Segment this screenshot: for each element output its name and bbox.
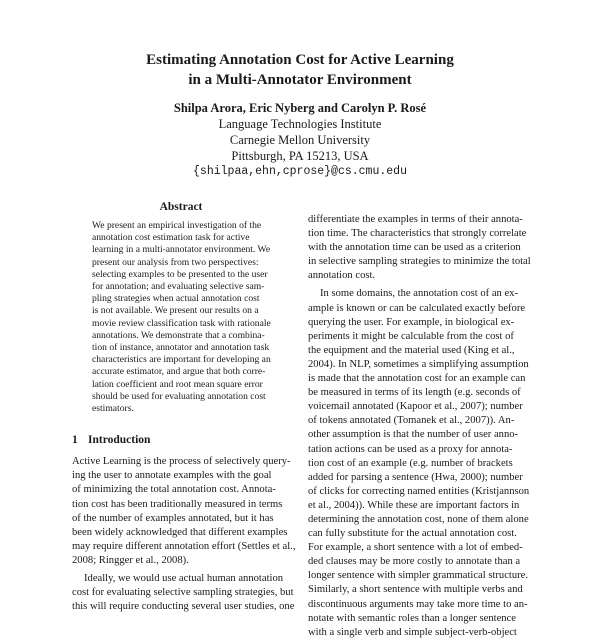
introduction-right-text xyxy=(308,213,530,640)
right-column xyxy=(308,213,530,640)
text-line: voicemail annotated (Kapoor et al., 2007); number xyxy=(308,401,523,413)
abstract-line: tion of instance, annotator and annotation task xyxy=(92,342,270,354)
text-line: tion time. The characteristics that strongly correlate xyxy=(308,228,527,240)
text-line: added for parsing a sentence (Hwa, 2000); number xyxy=(308,471,523,483)
introduction-left-text xyxy=(72,455,296,614)
text-line: be measured in terms of its length (e.g. seconds of xyxy=(308,387,521,399)
section-title: Introduction xyxy=(88,434,151,447)
abstract-line: learning in a multi-annotator environment. We xyxy=(92,244,271,256)
abstract-line: annotations. We demonstrate that a combina- xyxy=(92,329,265,341)
text-line: annotation cost. xyxy=(308,270,376,282)
text-line: cost for evaluating selective sampling strategies, but xyxy=(72,587,294,599)
text-line: with the annotation time can be used as a criterion xyxy=(308,242,521,254)
text-line: Ideally, we would use actual human annotation xyxy=(84,573,284,584)
title-line-2: in a Multi-Annotator Environment xyxy=(188,72,412,88)
text-line: tion cost of an example (e.g. number of brackets xyxy=(308,457,513,469)
affiliation-1: Language Technologies Institute xyxy=(218,117,382,131)
email: {shilpaa,ehn,cprose}@cs.cmu.edu xyxy=(193,165,407,178)
text-line: querying the user. For example, in biological ex- xyxy=(308,316,515,328)
text-line: 2008; Ringger et al., 2008). xyxy=(72,554,189,566)
author-names: Shilpa Arora, Eric Nyberg and Carolyn P. Rosé xyxy=(173,101,427,115)
abstract-line: We present an empirical investigation of the xyxy=(92,220,262,231)
text-line: periments it might be calculable from the cost of xyxy=(308,330,514,342)
text-line: with a single verb and simple subject-verb-object xyxy=(308,626,517,638)
abstract-line: characteristics are important for developing an xyxy=(92,354,271,366)
abstract-line: accurate estimator, and argue that both corre- xyxy=(92,366,266,378)
text-line: tation actions can be used as a proxy for annota- xyxy=(308,443,513,455)
text-line: of tokens annotated (Tomanek et al., 2007)). An- xyxy=(308,415,515,427)
abstract-line: estimators. xyxy=(92,403,134,415)
text-line: ample is known or can be calculated exactly before xyxy=(308,302,526,314)
text-line: 2004). In NLP, sometimes a simplifying assumption xyxy=(308,358,529,370)
abstract-line: lation coefficient and root mean square error xyxy=(92,378,263,390)
author-block xyxy=(0,100,600,180)
text-line: is made that the annotation cost for an example can xyxy=(308,373,526,385)
text-line: ded clauses may be more costly to annotate than a xyxy=(308,556,521,568)
text-line: other assumption is that the number of user anno- xyxy=(308,429,519,441)
abstract-line: annotation cost estimation task for active xyxy=(92,232,250,244)
abstract-line: is not available. We present our results on a xyxy=(92,305,259,317)
text-line: may require different annotation effort (Settles et al., xyxy=(72,540,296,552)
text-line: of clicks for correcting named entities (Kristjannson xyxy=(308,485,530,497)
text-line: in selective sampling strategies to minimize the total xyxy=(308,256,531,268)
text-line: discontinuous arguments may take more time to an- xyxy=(308,598,528,610)
text-line: tion cost has been traditionally measured in terms xyxy=(72,498,283,510)
abstract-line: for annotation; and evaluating selective sam- xyxy=(92,281,265,293)
text-line: differentiate the examples in terms of their annota- xyxy=(308,214,523,225)
introduction-heading xyxy=(72,433,290,447)
abstract-line: should be used for evaluating annotation cost xyxy=(92,390,266,402)
section-number: 1 xyxy=(72,434,78,447)
text-line: of the number of examples annotated, but it has xyxy=(72,512,274,524)
affiliation-2: Carnegie Mellon University xyxy=(229,133,371,147)
abstract-line: movie review classification task with rationale xyxy=(92,317,271,329)
text-line: notate with semantic roles than a longer sentence xyxy=(308,612,516,624)
text-line: et al., 2004)). While these are important factors in xyxy=(308,499,520,511)
abstract-line: pling strategies when actual annotation cost xyxy=(92,293,260,305)
text-line: determining the annotation cost, none of them alone xyxy=(308,513,529,525)
left-column xyxy=(72,200,296,614)
text-line: the equipment and the material used (King et al., xyxy=(308,344,515,356)
abstract-body xyxy=(72,220,290,415)
abstract-line: present our analysis from two perspectives: xyxy=(92,256,259,268)
title-line-1: Estimating Annotation Cost for Active Learning xyxy=(146,52,454,68)
text-line: of minimizing the total annotation cost. Annota- xyxy=(72,484,276,496)
address: Pittsburgh, PA 15213, USA xyxy=(231,149,369,163)
text-line: Active Learning is the process of selectively query- xyxy=(72,456,291,468)
text-line: ing the user to annotate examples with the goal xyxy=(72,470,272,482)
text-line: Similarly, a short sentence with multiple verbs and xyxy=(308,584,523,596)
text-line: this will require conducting several user studies, one xyxy=(72,601,295,613)
abstract-line: selecting examples to be presented to the user xyxy=(92,268,268,280)
paper-title xyxy=(0,50,600,90)
abstract-heading: Abstract xyxy=(159,201,203,213)
text-line: been widely acknowledged that different examples xyxy=(72,526,288,538)
text-line: longer sentence with simpler grammatical structure. xyxy=(308,570,529,582)
text-line: For example, a short sentence with a lot of embed- xyxy=(308,542,523,554)
text-line: can fully substitute for the actual annotation cost. xyxy=(308,528,517,540)
text-line: In some domains, the annotation cost of an ex- xyxy=(320,288,518,300)
